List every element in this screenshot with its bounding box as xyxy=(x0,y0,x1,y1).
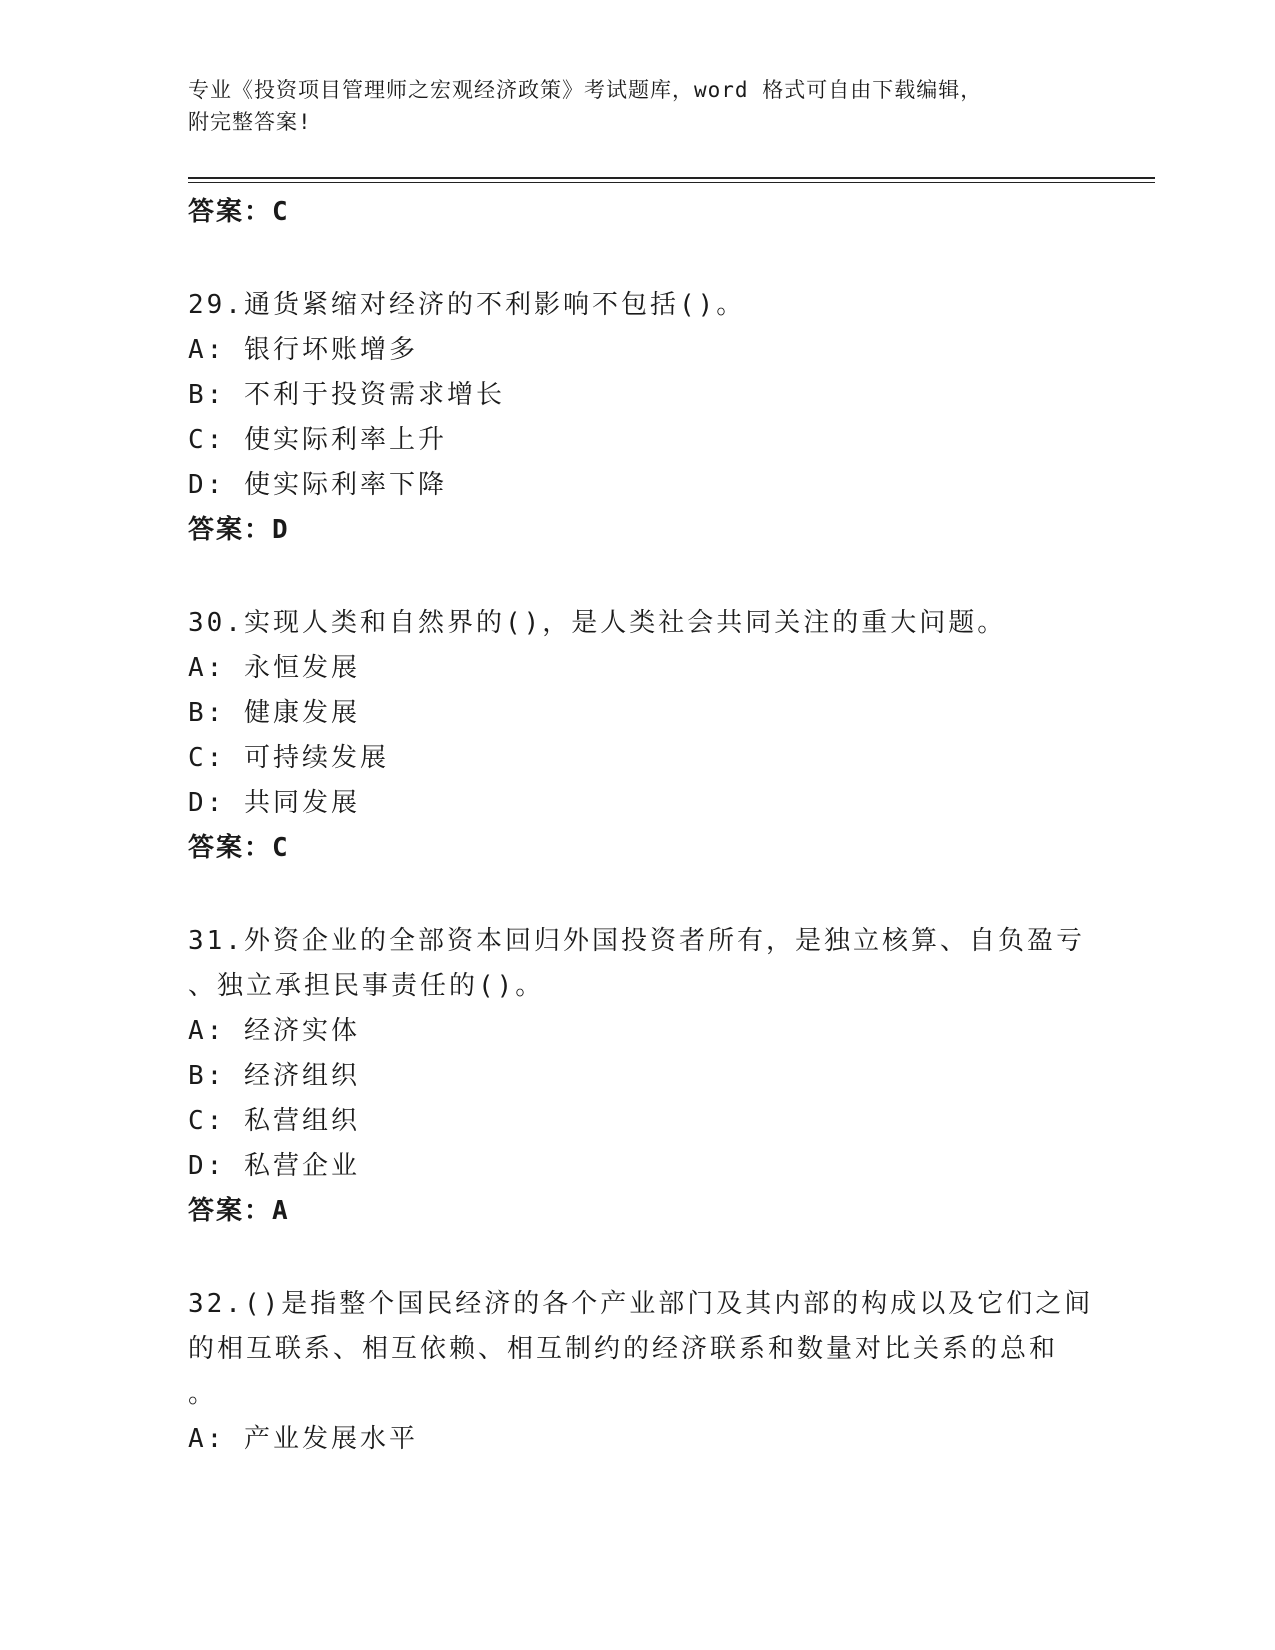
question-32 xyxy=(188,1282,1094,1462)
question-stem-line-1: 32.()是指整个国民经济的各个产业部门及其内部的构成以及它们之间 xyxy=(188,1289,1094,1319)
spacer xyxy=(188,1234,1088,1282)
header-rule-thin xyxy=(188,182,1155,183)
option-c: C: 可持续发展 xyxy=(188,743,389,773)
spacer xyxy=(188,553,1088,601)
question-31 xyxy=(188,919,1088,1234)
question-stem-line-1: 31.外资企业的全部资本回归外国投资者所有，是独立核算、自负盈亏 xyxy=(188,926,1085,956)
option-c: C: 私营组织 xyxy=(188,1106,360,1136)
question-stem-line-2: 、独立承担民事责任的()。 xyxy=(188,971,545,1001)
option-b: B: 健康发展 xyxy=(188,698,360,728)
option-d: D: 使实际利率下降 xyxy=(188,470,447,500)
answer: 答案：A xyxy=(188,1196,290,1226)
spacer xyxy=(188,235,1088,283)
answer: 答案：C xyxy=(188,833,290,863)
option-a: A: 永恒发展 xyxy=(188,653,360,683)
question-stem: 30.实现人类和自然界的()，是人类社会共同关注的重大问题。 xyxy=(188,608,1007,638)
header-line-1: 专业《投资项目管理师之宏观经济政策》考试题库，word 格式可自由下载编辑， xyxy=(188,78,983,102)
header-rule-thick xyxy=(188,177,1155,179)
option-a: A: 经济实体 xyxy=(188,1016,360,1046)
previous-answer: 答案：C xyxy=(188,197,290,227)
option-d: D: 私营企业 xyxy=(188,1151,360,1181)
question-list xyxy=(188,190,1094,1462)
option-b: B: 不利于投资需求增长 xyxy=(188,380,505,410)
question-stem-line-2: 的相互联系、相互依赖、相互制约的经济联系和数量对比关系的总和 xyxy=(188,1334,1059,1364)
option-d: D: 共同发展 xyxy=(188,788,360,818)
option-a: A: 产业发展水平 xyxy=(188,1424,418,1454)
question-stem-line-3: 。 xyxy=(188,1379,218,1409)
question-stem: 29.通货紧缩对经济的不利影响不包括()。 xyxy=(188,290,746,320)
option-b: B: 经济组织 xyxy=(188,1061,360,1091)
spacer xyxy=(188,871,1088,919)
option-a: A: 银行坏账增多 xyxy=(188,335,418,365)
question-29 xyxy=(188,283,1088,553)
answer: 答案：D xyxy=(188,515,290,545)
document-header xyxy=(188,74,1068,138)
option-c: C: 使实际利率上升 xyxy=(188,425,447,455)
question-30 xyxy=(188,601,1088,871)
header-line-2: 附完整答案! xyxy=(188,110,312,134)
